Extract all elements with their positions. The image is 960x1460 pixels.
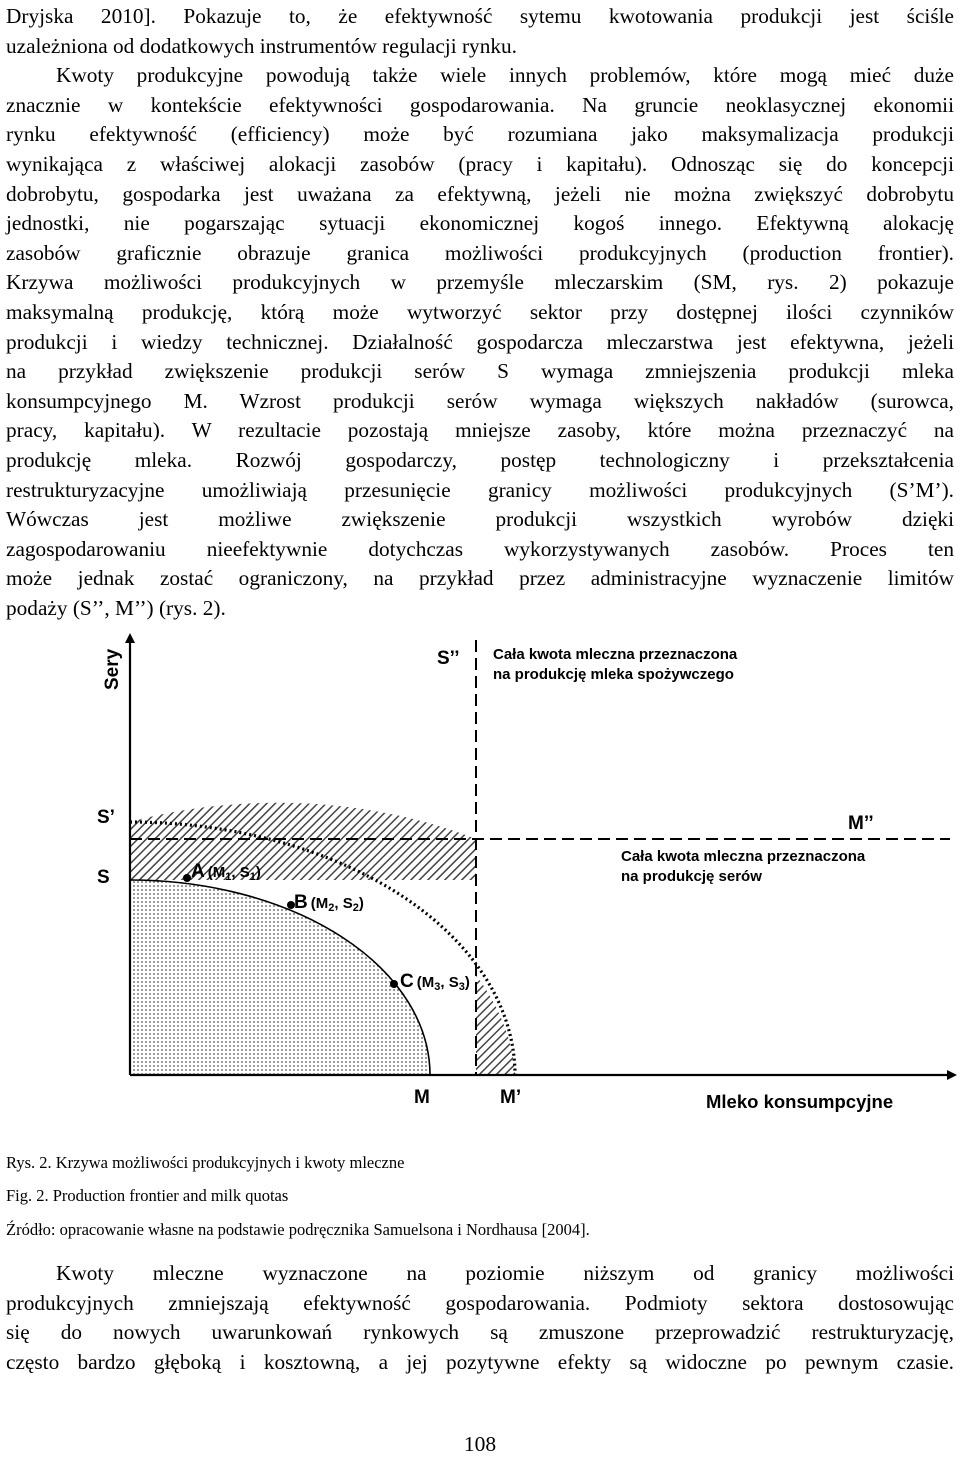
point-a xyxy=(183,874,191,882)
text-line: się do nowych uwarunkowań rynkowych są zmuszone przeprowadzić restrukturyzację, xyxy=(6,1320,954,1345)
x-axis-label: Mleko konsumpcyjne xyxy=(706,1091,894,1112)
label-s: S xyxy=(97,867,110,888)
point-c xyxy=(390,980,398,988)
text-line: wynikająca z właściwej alokacji zasobów (pracy i kapitału). Odnosząc się do koncepcji xyxy=(6,151,954,176)
text-line: uzależniona od dodatkowych instrumentów regulacji rynku. xyxy=(6,33,517,58)
body-paragraph-2 xyxy=(6,1259,954,1377)
label-s-double-prime: S’’ xyxy=(437,648,460,669)
point-b-label: B (M2, S2) xyxy=(294,892,364,914)
note-milk-line-1: Cała kwota mleczna przeznaczona xyxy=(621,848,866,865)
label-m-prime: M’ xyxy=(500,1087,522,1108)
hatched-region-milk xyxy=(476,975,515,1075)
text-line: produkcji i wiedzy technicznej. Działalność gospodarcza mleczarstwa jest efektywna, jeżeli xyxy=(6,329,954,354)
note-milk-line-2: na produkcję serów xyxy=(621,868,762,885)
y-axis-label: Sery xyxy=(102,648,123,690)
label-s-prime: S’ xyxy=(97,807,115,828)
text-line: rynku efektywność (efficiency) może być rozumiana jako maksymalizacja produkcji xyxy=(6,122,954,147)
figure-caption-en: Fig. 2. Production frontier and milk quotas xyxy=(6,1186,289,1205)
text-line: Dryjska 2010]. Pokazuje to, że efektywność sytemu kwotowania produkcji jest ściśle xyxy=(6,4,954,28)
text-line: jednostki, nie pogarszając sytuacji ekonomicznej kogoś innego. Efektywną alokację xyxy=(6,211,954,236)
text-line: na przykład zwiększenie produkcji serów S wymaga zmniejszenia produkcji mleka xyxy=(6,359,954,384)
label-m: M xyxy=(414,1087,430,1108)
hatched-region-cheese xyxy=(130,803,476,880)
text-line: może jednak zostać ograniczony, na przykład przez administracyjne wyznaczenie limitów xyxy=(6,566,954,591)
text-line: zasobów graficznie obrazuje granica możliwości produkcyjnych (production frontier). xyxy=(6,240,954,265)
text-line: Kwoty produkcyjne powodują także wiele innych problemów, które mogą mieć duże xyxy=(56,63,954,88)
text-line: konsumpcyjnego M. Wzrost produkcji serów wymaga większych nakładów (surowca, xyxy=(6,388,954,413)
text-line: pracy, kapitału). W rezultacie pozostają mniejsze zasoby, które można przeznaczyć na xyxy=(6,418,954,443)
figure-source: Źródło: opracowanie własne na podstawie podręcznika Samuelsona i Nordhausa [2004]. xyxy=(6,1220,590,1239)
text-line: produkcję mleka. Rozwój gospodarczy, postęp technologiczny i przekształcenia xyxy=(6,447,954,472)
text-line: restrukturyzacyjne umożliwiają przesunięcie granicy możliwości produkcyjnych (S’M’). xyxy=(6,477,954,502)
text-line: Krzywa możliwości produkcyjnych w przemyśle mleczarskim (SM, rys. 2) pokazuje xyxy=(6,270,954,295)
note-cheese-line-1: Cała kwota mleczna przeznaczona xyxy=(493,646,738,663)
figure-caption-pl: Rys. 2. Krzywa możliwości produkcyjnych i kwoty mleczne xyxy=(6,1153,405,1172)
text-line: produkcyjnych zmniejszają efektywność gospodarowania. Podmioty sektora dostosowując xyxy=(6,1290,954,1315)
point-c-label: C (M3, S3) xyxy=(400,971,470,993)
text-line: podaży (S’’, M’’) (rys. 2). xyxy=(6,595,226,620)
body-paragraph-1 xyxy=(6,2,954,623)
text-line: znacznie w kontekście efektywności gospodarowania. Na gruncie neoklasycznej ekonomii xyxy=(6,92,954,117)
text-line: Wówczas jest możliwe zwiększenie produkcji wszystkich wyrobów dzięki xyxy=(6,507,954,532)
text-line: Kwoty mleczne wyznaczone na poziomie niższym od granicy możliwości xyxy=(56,1261,954,1285)
text-line: zagospodarowaniu nieefektywnie dotychczas wykorzystywanych zasobów. Proces ten xyxy=(6,536,954,561)
text-line: maksymalną produkcję, którą może wytworzyć sektor przy dostępnej ilości czynników xyxy=(6,299,954,324)
page-number: 108 xyxy=(463,1432,497,1456)
text-line: często bardzo głęboką i kosztowną, a jej pozytywne efekty są widoczne po pewnym czasie. xyxy=(6,1349,954,1374)
ppf-figure xyxy=(0,628,960,1148)
note-cheese-line-2: na produkcję mleka spożywczego xyxy=(493,666,734,683)
text-line: dobrobytu, gospodarka jest uważana za efektywną, jeżeli nie można zwiększyć dobrobytu xyxy=(6,181,954,206)
point-a-label: A (M1, S1) xyxy=(191,861,261,883)
label-m-double-prime: M’’ xyxy=(848,813,874,834)
